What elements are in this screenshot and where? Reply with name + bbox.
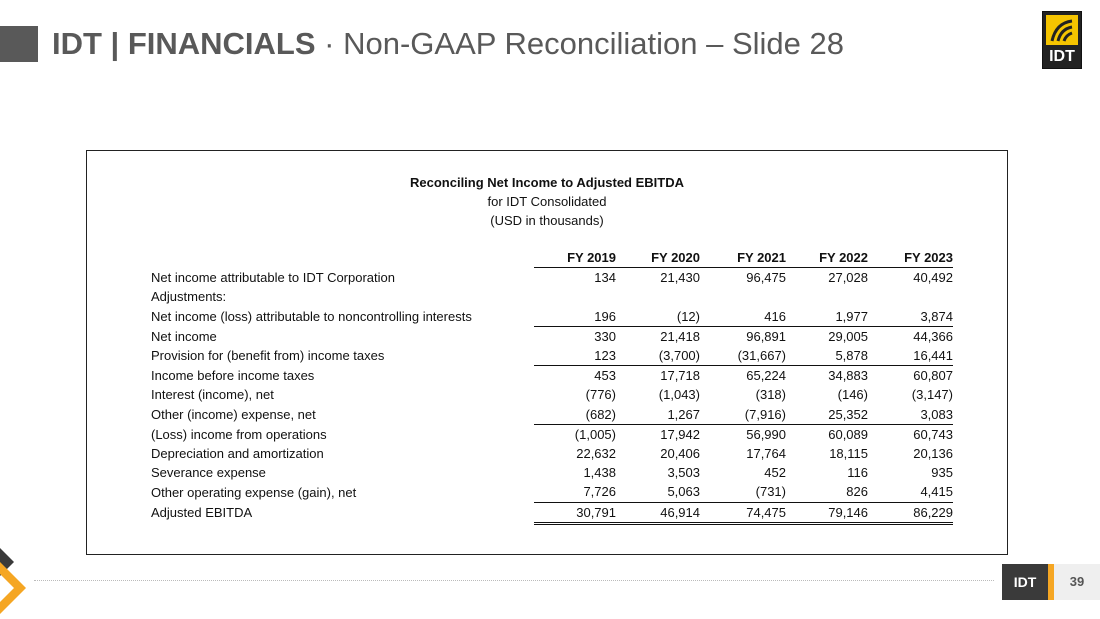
table-row <box>151 287 953 306</box>
row-label: Net income attributable to IDT Corporation <box>151 269 395 285</box>
table-units: (USD in thousands) <box>490 213 604 228</box>
footer-logo: IDT <box>1002 564 1048 600</box>
cell-value: 60,807 <box>913 368 953 384</box>
table-row <box>151 326 953 346</box>
cell-value: (776) <box>585 387 616 403</box>
cell-value: 3,874 <box>868 307 953 327</box>
cell-value: 30,791 <box>534 502 618 523</box>
cell-value: 16,441 <box>868 346 953 366</box>
column-header: FY 2021 <box>700 248 786 268</box>
cell-value: 96,475 <box>746 270 786 286</box>
logo-emblem-icon <box>1046 15 1078 45</box>
table-row <box>151 346 953 366</box>
row-label: Adjusted EBITDA <box>151 505 253 521</box>
column-header: FY 2022 <box>786 248 868 268</box>
cell-value: 21,418 <box>660 328 700 344</box>
cell-value: (31,667) <box>700 346 786 366</box>
cell-value: 17,718 <box>660 368 700 384</box>
reconciliation-table <box>151 248 953 525</box>
cell-value: 116 <box>847 465 868 481</box>
footer-divider <box>34 580 994 581</box>
cell-value: 1,438 <box>583 465 616 481</box>
table-subtitle: for IDT Consolidated <box>487 194 607 209</box>
cell-value: 5,063 <box>618 482 700 502</box>
row-label: Net income (loss) attributable to noncontrolling interests <box>151 308 472 324</box>
cell-value: 18,115 <box>829 446 868 462</box>
cell-value: 3,083 <box>868 405 953 425</box>
cell-value <box>534 287 618 306</box>
cell-value <box>700 287 786 306</box>
page-title <box>52 24 844 64</box>
table-row <box>151 482 953 502</box>
cell-value: 20,136 <box>913 446 953 462</box>
column-header: FY 2020 <box>618 248 700 268</box>
cell-value: 44,366 <box>913 328 953 344</box>
cell-value: 56,990 <box>746 426 786 442</box>
cell-value: (146) <box>837 387 868 403</box>
table-header-row <box>151 248 953 268</box>
table-row <box>151 268 953 288</box>
column-header: FY 2019 <box>534 248 618 268</box>
cell-value: 3,503 <box>667 465 700 481</box>
row-label: Other (income) expense, net <box>151 406 316 422</box>
cell-value: 40,492 <box>913 270 953 286</box>
row-label: Severance expense <box>151 465 266 481</box>
cell-value: 4,415 <box>868 482 953 502</box>
chevron-decoration-icon <box>0 548 30 618</box>
cell-value: (318) <box>755 387 786 403</box>
cell-value: 22,632 <box>576 446 616 462</box>
cell-value: (682) <box>534 405 618 425</box>
cell-value: 1,977 <box>786 307 868 327</box>
title-accent-bar <box>0 26 38 62</box>
cell-value: 27,028 <box>828 270 868 286</box>
cell-value: (3,700) <box>618 346 700 366</box>
cell-value: 20,406 <box>660 446 700 462</box>
table-row <box>151 307 953 327</box>
cell-value: 79,146 <box>786 502 868 523</box>
cell-value: (7,916) <box>700 405 786 425</box>
cell-value: (12) <box>618 307 700 327</box>
row-label: Income before income taxes <box>151 367 315 383</box>
cell-value: 826 <box>786 482 868 502</box>
cell-value: 17,942 <box>660 426 700 442</box>
page-number: 39 <box>1054 564 1100 600</box>
table-row <box>151 424 953 444</box>
column-header: FY 2023 <box>868 248 953 268</box>
title-rest: Non-GAAP Reconciliation – Slide 28 <box>343 26 844 61</box>
reconciliation-panel <box>86 150 1008 555</box>
table-row <box>151 405 953 425</box>
cell-value: (3,147) <box>911 387 953 403</box>
logo-text: IDT <box>1049 48 1075 65</box>
table-row <box>151 385 953 404</box>
title-separator: · <box>315 26 344 61</box>
cell-value: 452 <box>764 465 786 481</box>
cell-value: 123 <box>534 346 618 366</box>
cell-value: 86,229 <box>868 502 953 523</box>
cell-value: 416 <box>700 307 786 327</box>
table-heading <box>87 173 1007 230</box>
cell-value: 46,914 <box>618 502 700 523</box>
cell-value: 5,878 <box>786 346 868 366</box>
table-row <box>151 366 953 386</box>
cell-value: 134 <box>594 270 616 286</box>
row-label: Provision for (benefit from) income taxes <box>151 348 385 364</box>
row-label: Other operating expense (gain), net <box>151 484 357 500</box>
cell-value: 1,267 <box>618 405 700 425</box>
row-label: Adjustments: <box>151 289 227 305</box>
cell-value: 196 <box>534 307 618 327</box>
row-label: Depreciation and amortization <box>151 446 324 462</box>
row-label: Net income <box>151 328 217 344</box>
header-label-cell <box>151 248 534 268</box>
cell-value: (1,005) <box>574 426 616 442</box>
row-label: (Loss) income from operations <box>151 426 327 442</box>
cell-value <box>868 287 953 306</box>
table-row <box>151 463 953 482</box>
idt-logo <box>1042 11 1082 69</box>
cell-value: 60,743 <box>913 426 953 442</box>
cell-value: 330 <box>594 328 616 344</box>
cell-value: (1,043) <box>658 387 700 403</box>
table-title: Reconciling Net Income to Adjusted EBITDA <box>410 175 684 190</box>
cell-value: 96,891 <box>746 328 786 344</box>
cell-value <box>618 287 700 306</box>
title-bold: IDT | FINANCIALS <box>52 26 316 61</box>
cell-value <box>786 287 868 306</box>
cell-value: 21,430 <box>660 270 700 286</box>
table-row <box>151 444 953 463</box>
cell-value: 7,726 <box>534 482 618 502</box>
cell-value: 25,352 <box>786 405 868 425</box>
cell-value: 453 <box>594 368 616 384</box>
cell-value: 29,005 <box>828 328 868 344</box>
cell-value: 74,475 <box>700 502 786 523</box>
cell-value: 17,764 <box>746 446 786 462</box>
cell-value: 935 <box>931 465 953 481</box>
cell-value: (731) <box>700 482 786 502</box>
cell-value: 34,883 <box>828 368 868 384</box>
row-label: Interest (income), net <box>151 387 274 403</box>
table-row-total <box>151 502 953 523</box>
cell-value: 60,089 <box>828 426 868 442</box>
cell-value: 65,224 <box>746 368 786 384</box>
